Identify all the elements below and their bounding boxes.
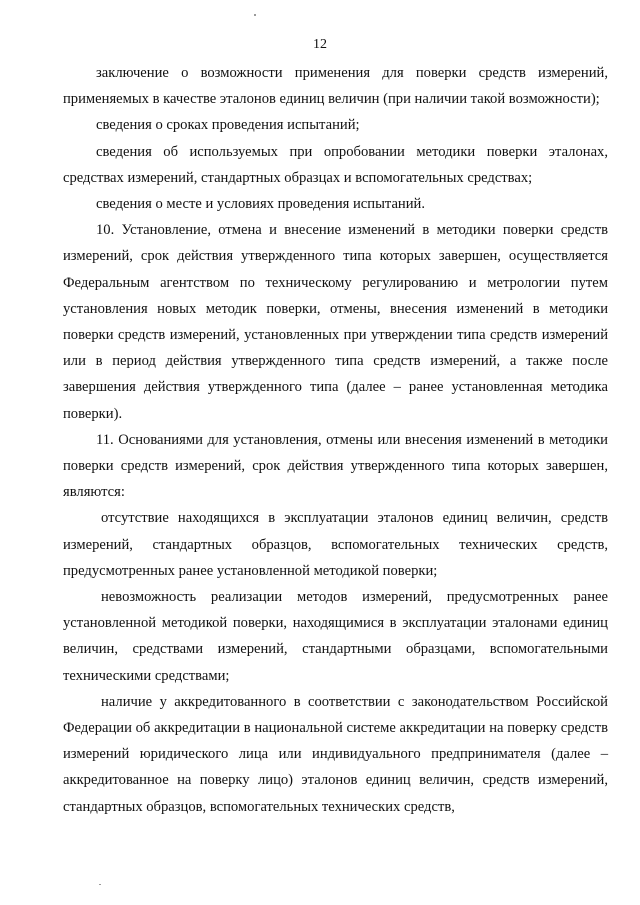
- paragraph-item-10: 10. Установление, отмена и внесение изменений в методики поверки средств измерений, срок действия утвержденного типа которых завершен, осуществляется Федеральным агентством по техническому регулированию и метрологии путем установления новых методик поверки, отмены, внесения изменений в методики поверки средств измерений, установленных при утверждении типа средств измерений или в период действия утвержденного типа средств измерений, а также после завершения действия утвержденного типа (далее – ранее установленная методика поверки).: [63, 222, 608, 422]
- paragraph-test-location: сведения о месте и условиях проведения испытаний.: [96, 196, 426, 213]
- page-number: 12: [313, 37, 327, 52]
- scan-artifact: [99, 884, 101, 885]
- paragraph-standards-used: сведения об используемых при опробовании методики поверки эталонах, средствах измерений, стандартных образцах и вспомогательных средствах;: [63, 143, 608, 186]
- paragraph-item-11: 11. Основаниями для установления, отмены или внесения изменений в методики поверки средств измерений, срок действия утвержденного типа которых завершен, являются:: [63, 431, 608, 501]
- paragraph-absence: отсутствие находящихся в эксплуатации эталонов единиц величин, средств измерений, стандартных образцов, вспомогательных технических средств, предусмотренных ранее установленной методикой поверки;: [63, 510, 608, 579]
- paragraph-conclusion: заключение о возможности применения для поверки средств измерений, применяемых в качестве эталонов единиц величин (при наличии такой возможности);: [63, 65, 608, 108]
- paragraph-availability: наличие у аккредитованного в соответствии с законодательством Российской Федерации об аккредитации в национальной системе аккредитации на поверку средств измерений юридического лица или индивидуального предпринимателя (далее – аккредитованное на поверку лицо) эталонов единиц величин, средств измерений, стандартных образцов, вспомогательных технических средств,: [63, 693, 608, 815]
- paragraph-impossibility: невозможность реализации методов измерений, предусмотренных ранее установленной методикой поверки, находящимися в эксплуатации эталонами единиц величин, средствами измерений, стандартными образцами, вспомогательными техническими средствами;: [63, 589, 608, 684]
- scan-artifact: [254, 14, 256, 16]
- paragraph-test-dates: сведения о сроках проведения испытаний;: [96, 117, 360, 134]
- document-body: [63, 60, 608, 820]
